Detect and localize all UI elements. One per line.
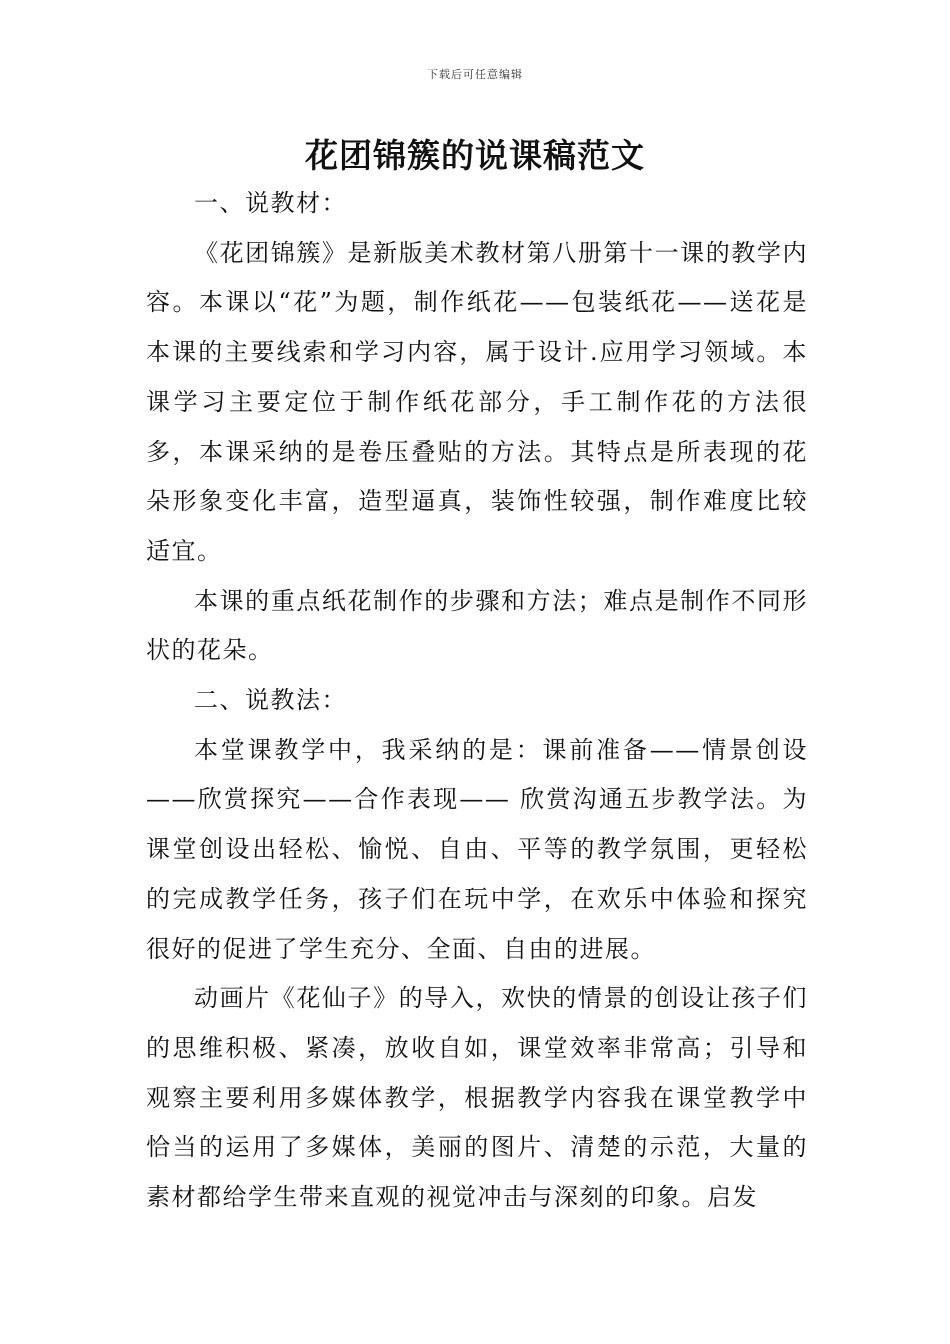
section-heading-teaching-method: 二、说教法： (194, 686, 347, 715)
paragraph-teaching-method: 本堂课教学中，我采纳的是：课前准备——情景创设——欣赏探究——合作表现—— 欣赏沟通五步教学法。为课堂创设出轻松、愉悦、自由、平等的教学氛围，更轻松的完成教学任务，孩子们在玩中学，在欢乐中体验和探究很好的促进了学生充分、全面、自由的进展。 (146, 735, 808, 963)
header-note: 下载后可任意编辑 (427, 68, 523, 81)
paragraph-key-points: 本课的重点纸花制作的步骤和方法；难点是制作不同形状的花朵。 (146, 586, 808, 665)
document-title: 花团锦簇的说课稿范文 (305, 136, 645, 175)
section-heading-textbook: 一、说教材： (194, 189, 347, 217)
paragraph-textbook-intro: 《花团锦簇》是新版美术教材第八册第十一课的教学内容。本课以“花”为题，制作纸花——包装纸花——送花是本课的主要线索和学习内容，属于设计.应用学习领域。本课学习主要定位于制作纸花部分，手工制作花的方法很多，本课采纳的是卷压叠贴的方法。其特点是所表现的花朵形象变化丰富，造型逼真，装饰性较强，制作难度比较适宜。 (146, 238, 808, 565)
paragraph-animation-intro: 动画片《花仙子》的导入，欢快的情景的创设让孩子们的思维积极、紧凑，放收自如，课堂效率非常高；引导和观察主要利用多媒体教学，根据教学内容我在课堂教学中恰当的运用了多媒体，美丽的图片、清楚的示范，大量的素材都给学生带来直观的视觉冲击与深刻的印象。启发 (146, 984, 808, 1212)
document-body (146, 179, 808, 1223)
